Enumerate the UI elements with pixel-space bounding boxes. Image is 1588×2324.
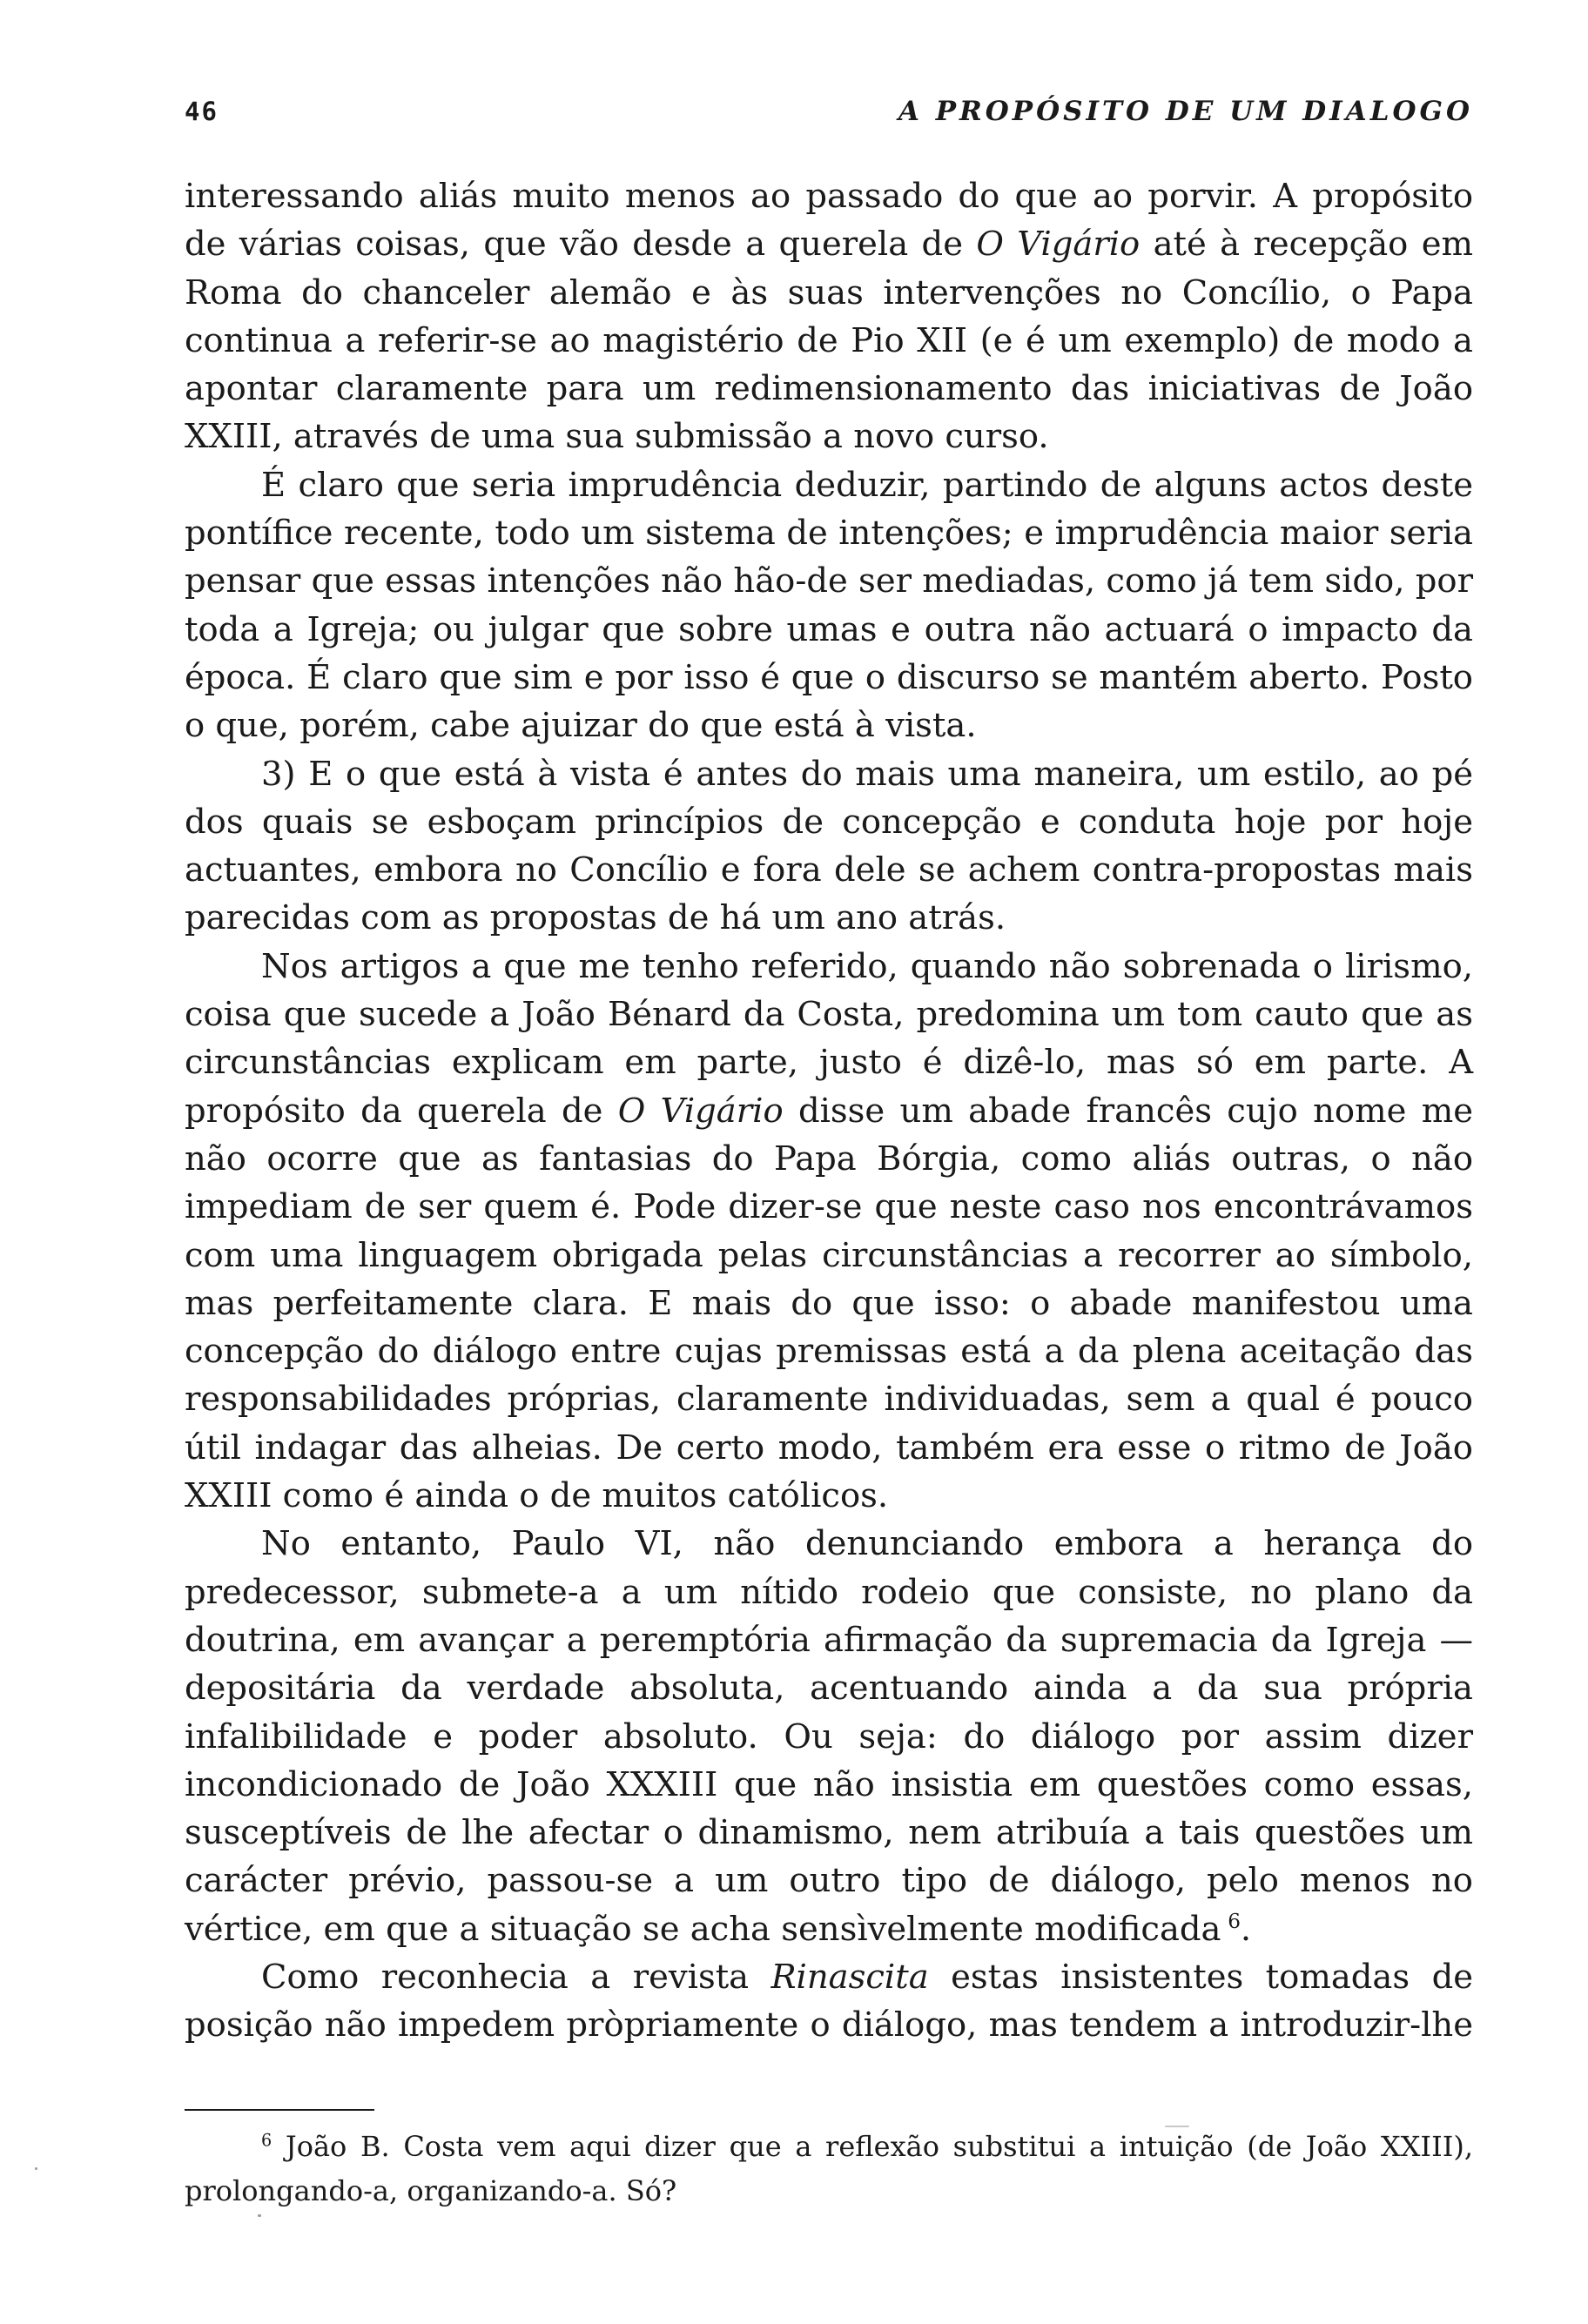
footnote-marker: 6	[261, 2129, 273, 2150]
paragraph-1	[185, 172, 1473, 461]
print-speck	[258, 2214, 261, 2217]
paragraph-3-text: 3) E o que está à vista é antes do mais uma maneira, um estilo, ao pé dos quais se esboçam princípios de concepção e conduta hoje por hoje actuantes, embora no Concílio e fora dele se achem contra-propostas mais parecidas com as propostas de há um ano atrás.	[185, 754, 1473, 938]
paragraph-5-text-b: .	[1240, 1909, 1252, 1949]
footnote-separator	[185, 2109, 374, 2111]
paragraph-4-title-ref: O Vigário	[617, 1091, 784, 1131]
paragraph-1-text-a: interessando aliás muito menos ao passado do que ao porvir. A propósito de várias coisas, que vão desde a querela de	[185, 177, 1473, 265]
print-speck	[35, 2167, 37, 2170]
footnote-text: João B. Costa vem aqui dizer que a reflexão substitui a intuição (de João XXIII), prolongando-a, organizando-a. Só?	[185, 2129, 1473, 2207]
running-title: A PROPÓSITO DE UM DIALOGO	[898, 96, 1473, 127]
footnote-6	[185, 2125, 1473, 2213]
print-speck	[1165, 2126, 1189, 2127]
paragraph-5	[185, 1520, 1473, 1953]
paragraph-1-text-c: até à recepção em Roma do chanceler alemão e às suas intervenções no Concílio, o Papa continua a referir-se ao magistério de Pio XII (e é um exemplo) de modo a apontar claramente para um redimensionamento das iniciativas de João XXIII, através de uma sua submissão a novo curso.	[185, 225, 1473, 457]
paragraph-6-journal-ref: Rinascita	[770, 1957, 929, 1997]
paragraph-2	[185, 461, 1473, 750]
paragraph-5-text-a: No entanto, Paulo VI, não denunciando embora a herança do predecessor, submete-a a um nítido rodeio que consiste, no plano da doutrina, em avançar a peremptória afirmação da supremacia da Igreja — depositária da verdade absoluta, acentuando ainda a da sua própria infalibilidade e poder absoluto. Ou seja: do diálogo por assim dizer incondicionado de João XXXIII que não insistia em questões como essas, susceptíveis de lhe afectar o dinamismo, nem atribuía a tais questões um carácter prévio, passou-se a um outro tipo de diálogo, pelo menos no vértice, em que a situação se acha sensìvelmente modificada	[185, 1524, 1473, 1949]
paragraph-2-text: É claro que seria imprudência deduzir, partindo de alguns actos deste pontífice recente, todo um sistema de intenções; e imprudência maior seria pensar que essas intenções não hão-de ser mediadas, como já tem sido, por toda a Igreja; ou julgar que sobre umas e outra não actuará o impacto da época. É claro que sim e por isso é que o discurso se mantém aberto. Posto o que, porém, cabe ajuizar do que está à vista.	[185, 465, 1473, 746]
page-number: 46	[185, 97, 219, 126]
book-page	[185, 96, 1473, 2213]
footnote-reference[interactable]: 6	[1228, 1910, 1241, 1933]
body-text	[185, 172, 1473, 2050]
paragraph-6-text-c: estas insistentes tomadas de posição não impedem pròpriamente o diálogo, mas tendem a introduzir-lhe	[185, 1957, 1474, 2045]
paragraph-4-text-c: disse um abade francês cujo nome me não ocorre que as fantasias do Papa Bórgia, como aliás outras, o não impediam de ser quem é. Pode dizer-se que neste caso nos encontrávamos com uma linguagem obrigada pelas circunstâncias a recorrer ao símbolo, mas perfeitamente clara. E mais do que isso: o abade manifestou uma concepção do diálogo entre cujas premissas está a da plena aceitação das responsabilidades próprias, claramente individuadas, sem a qual é pouco útil indagar das alheias. De certo modo, também era esse o ritmo de João XXIII como é ainda o de muitos católicos.	[185, 1091, 1473, 1516]
running-head	[185, 96, 1473, 127]
paragraph-1-title-ref: O Vigário	[976, 225, 1141, 265]
paragraph-3	[185, 750, 1473, 943]
paragraph-6	[185, 1953, 1473, 2050]
paragraph-4-text-a: Nos artigos a que me tenho referido, quando não sobrenada o lirismo, coisa que sucede a João Bénard da Costa, predomina um tom cauto que as circunstâncias explicam em parte, justo é dizê-lo, mas só em parte. A propósito da querela de	[185, 946, 1473, 1131]
paragraph-6-text-a: Como reconhecia a revista	[261, 1957, 771, 1997]
paragraph-4	[185, 943, 1473, 1521]
